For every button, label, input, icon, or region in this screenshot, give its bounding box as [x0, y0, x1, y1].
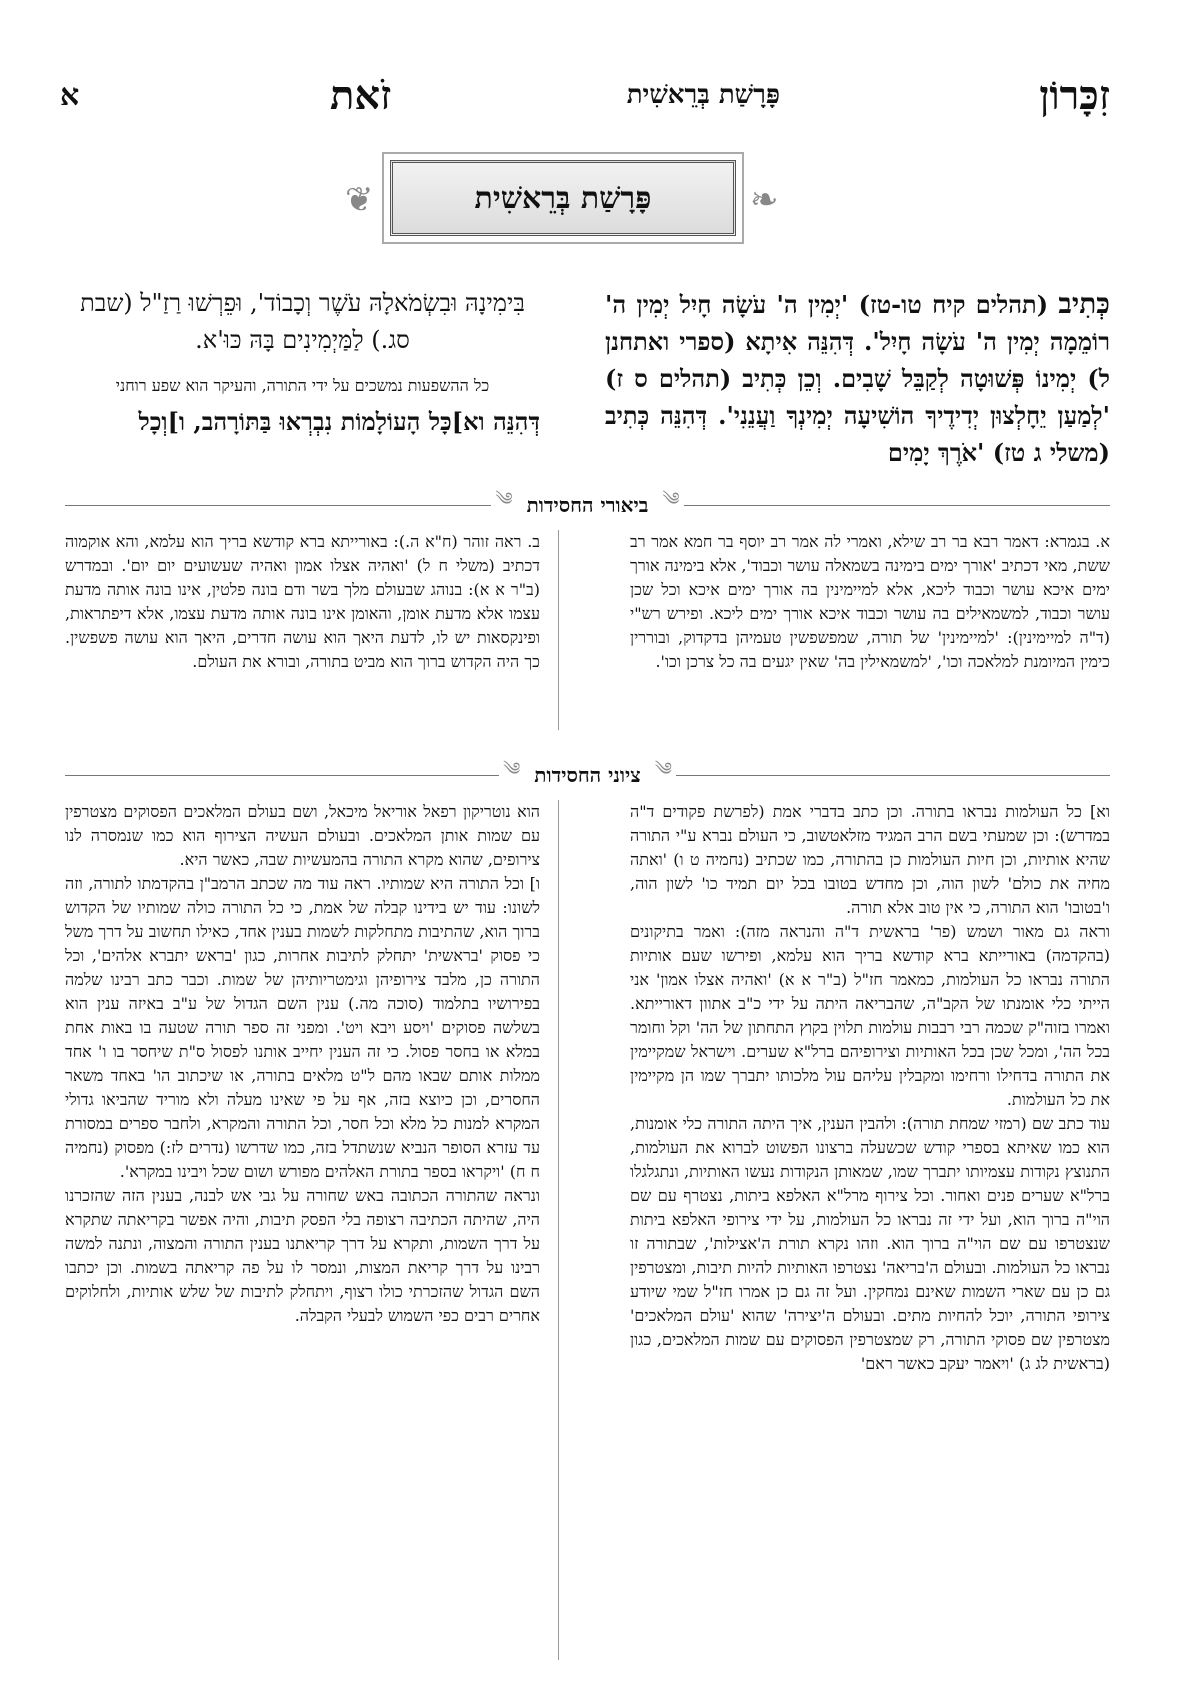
- biurei-note-a: א. בגמרא: דאמר רבא בר רב שילא, ואמרי לה אמר רב יוסף בר חמא אמר רב ששת, מאי דכתיב 'אורך ימים בימינה בשמאלה עושר וכבוד', אלא בימינה אורך ימים איכא עושר וכבוד ליכא, אלא למיימינין בה אורך ימים איכא וכל שכן עושר וכבוד, למשמאילים בה עושר וכבוד איכא אורך ימים ליכא. ופירש רש"י (ד"ה למיימינין): 'למיימינין' של תורה, שמפשפשין טעמיהן בדקדוק, ובוררין כימין המיומנת למלאכה וכו', 'למשמאילין בה' שאין יגעים בה כל צרכן וכו'.: [630, 532, 1110, 671]
- tziyunei-right-column: [630, 800, 1110, 1376]
- section-title: ציוני החסידות: [534, 762, 641, 787]
- header-parsha: פָּרָשַׁת בְּרֵאשִׁית: [626, 80, 780, 110]
- tziyun-paragraph: עוד כתב שם (רמזי שמחת תורה): ולהבין הענין, איך היתה התורה כלי אומנות, הוא כמו שאיתא בספרי קודש שכשעלה ברצונו הפשוט לברוא את העולמות, התנוצץ נקודות עצמיותו יתברך שמו, שמאותן הנקודות נעשו האותיות, ונתגלגלו ברל"א שערים פנים ואחור. וכל צירוף מרל"א האלפא ביתות, נצטרף עם שם הוי"ה ברוך הוא, ועל ידי זה נבראו כל העולמות, על ידי צירופי האלפא ביתות שנצטרפו עם שם הוי"ה ברוך הוא. וזהו נקרא תורת ה'אצילות', שבתורה זו נבראו כל העולמות. ובעולם ה'בריאה' נצטרפו האותיות להיות תיבות, ומצטרפין גם כן עם שארי השמות שאינם נמחקין. ועל זה גם כן אמרו חז"ל שמי שיודע צירופי התורה, יוכל להחיות מתים. ובעולם ה'יצירה' שהוא 'עולם המלאכים' מצטרפין שם פסוקי התורה, רק שמצטרפין הפסוקים עם שמות המלאכים, כגון (בראשית לג ג) 'ויאמר יעקב כאשר ראם': [630, 1114, 1111, 1373]
- tziyun-paragraph: הוא נוטריקון רפאל אוריאל מיכאל, ושם בעולם המלאכים הפסוקים מצטרפין עם שמות אותן המלאכים. ובעולם העשיה הצירוף הוא כמו שנמסרה לנו צירופים, שהוא מקרא התורה בהמעשיות שבה, כאשר היא.: [65, 802, 540, 869]
- flourish-icon: ༄: [662, 489, 680, 510]
- header-book-title-left: זֹאת: [330, 72, 392, 119]
- main-text-continuation-2: דְּהִנֵּה וא]כָּל הָעוֹלָמוֹת נִבְרְאוּ בַּתּוֹרָהב, ו]וְכָל: [138, 407, 540, 436]
- summary-note: כל ההשפעות נמשכים על ידי התורה, והעיקר הוא שפע רוחני: [115, 376, 490, 395]
- ornament-icon: ❧: [750, 180, 779, 220]
- flourish-icon: ༄: [495, 489, 513, 510]
- header-book-title-right: זִכָּרוֹן: [1039, 72, 1110, 119]
- flourish-icon: ༄: [654, 759, 672, 780]
- parsha-title-box: [390, 160, 736, 236]
- main-text-right: [605, 285, 1110, 471]
- column-rule: [558, 800, 559, 1660]
- parsha-title: פָּרָשַׁת בְּרֵאשִׁית: [474, 180, 652, 216]
- main-text-continuation: בִּימִינָהּ וּבִשְׂמֹאלָהּ עֹשֶׁר וְכָבוֹד', וּפֵרְשׁוּ רַזַ"ל (שבת סג.) לַמַּיְמִינִים בָּהּ כּוּ'א.: [80, 289, 525, 354]
- biurei-note-b: ב. ראה זוהר (ח"א ה.): באורייתא ברא קודשא בריך הוא עלמא, והא אוקמוה דכתיב (משלי ח ל) 'ואהיה אצלו אמון ואהיה שעשועים יום יום'. ובמדרש (ב"ר א א): בנוהג שבעולם מלך בשר ודם בונה פלטין, אינו בונה אותה מדעת עצמו אלא מדעת אומן, והאומן אינו בונה אותה מדעת עצמו, אלא דיפתראות, ופינקסאות יש לו, לדעת היאך הוא עושה חדרים, היאך הוא עושה פשפשין. כך היה הקדוש ברוך הוא מביט בתורה, ובורא את העולם.: [65, 532, 540, 671]
- main-text-body: (תהלים קיח טו-טז) 'יְמִין ה' עֹשָׂה חָיִל יְמִין ה' רוֹמֵמָה יְמִין ה' עֹשָׂה חָיִל'. דְּהִנֵּה אִיתָא (ספרי ואתחנן ל) יְמִינוֹ פְּשׁוּטָה לְקַבֵּל שָׁבִים. וְכֵן כְּתִיב (תהלים ס ז) 'לְמַעַן יֵחָלְצוּן יְדִידֶיךָ הוֹשִׁיעָה יְמִינְךָ וַעֲנֵנִי'. דְּהִנֵּה כְּתִיב (משלי ג טז) 'אֹרֶךְ יָמִים: [605, 290, 1110, 467]
- column-rule: [558, 530, 559, 730]
- section-divider-biurei: [65, 490, 1110, 520]
- tziyun-paragraph: וא] כל העולמות נבראו בתורה. וכן כתב בדברי אמת (לפרשת פקודים ד"ה במדרש): וכן שמעתי בשם הרב המגיד מזלאטשוב, כי העולם נברא ע"י התורה שהיא אותיות, וכן חיות העולמות כן בהתורה, כמו שכתיב (נחמיה ט ו) 'ואתה מחיה את כולם' לשון הוה, וכן מחדש בטובו בכל יום תמיד כו' לשון הוה, ו'בטובו' הוא התורה, כי אין טוב אלא תורה.: [630, 802, 1110, 917]
- running-header: [60, 72, 1110, 122]
- section-divider-tziyunei: [65, 760, 1110, 790]
- tziyun-paragraph: וראה גם מאור ושמש (פר' בראשית ד"ה והנראה מזה): ואמר בתיקונים (בהקדמה) באורייתא ברא קודשא בריך הוא עלמא, ופירשו שעם אותיות התורה נבראו כל העולמות, כמאמר חז"ל (ב"ר א א) 'ואהיה אצלו אמון' אני הייתי כלי אומנתו של הקב"ה, שהבריאה היתה על ידי כ"ב אתוון דאורייתא. ואמרו בזוה"ק שכמה רבי רבבות עולמות תלוין בקוץ התחתון של הה' וקל וחומר בכל הה', ומכל שכן בכל האותיות וצירופיהם ברל"א שערים. וישראל שמקיימין את התורה בדחילו ורחימו ומקבלין עליהם עול מלכותו יתברך שמו הן מקיימין את כל העולמות.: [630, 922, 1110, 1109]
- section-title: ביאורי החסידות: [526, 492, 649, 517]
- tziyun-paragraph: ונראה שהתורה הכתובה באש שחורה על גבי אש לבנה, בענין הזה שהזכרנו היה, שהיתה הכתיבה רצופה בלי הפסק תיבות, והיה אפשר בקריאתה שתקרא על דרך השמות, ותקרא על דרך קריאתנו בענין התורה והמצוה, ונתנה למשה רבינו על דרך קריאת המצות, ונמסר לו על פה קריאתה בשמות. וכן יכתבו השם הגדול שהזכרתי כולו רצוף, ויתחלק לתיבות של שלש אותיות, ולחלוקים אחרים רבים כפי השמוש לבעלי הקבלה.: [65, 1186, 541, 1325]
- main-text-left: [65, 285, 540, 440]
- lead-word: כְּתִיב: [1058, 287, 1110, 320]
- tziyun-paragraph: ו] וכל התורה היא שמותיו. ראה עוד מה שכתב הרמב"ן בהקדמתו לתורה, וזה לשונו: עוד יש בידינו קבלה של אמת, כי כל התורה כולה שמותיו של הקדוש ברוך הוא, שהתיבות מתחלקות לשמות בענין אחד, כאילו תחשוב על דרך משל כי פסוק 'בראשית' יתחלק לתיבות אחרות, כגון 'בראש יתברא אלהים', וכל התורה כן, מלבד צירופיהן וגימטריותיהן של שמות. וכבר כתב רבינו שלמה בפירושיו בתלמוד (סוכה מה.) ענין השם הגדול של ע"ב באיזה ענין הוא בשלשה פסוקים 'ויסע ויבא ויט'. ומפני זה ספר תורה שטעה בו באות אחת במלא או בחסר פסול. כי זה הענין יחייב אותנו לפסול ס"ת שיחסר בו ו' אחד ממלות אותם שבאו מהם ל"ט מלאים בתורה, או שיכתוב הו' באחד משאר החסרים, וכן כיוצא בזה, אף על פי שאינו מעלה ולא מוריד שהביאו גדולי המקרא למנות כל מלא וכל חסר, וכל התורה והמקרא, ולחבר ספרים במסורת עד עזרא הסופר הנביא שנשתדל בזה, כמו שדרשו (נדרים לז:) מפסוק (נחמיה ח ח) 'ויקראו בספר בתורת האלהים מפורש ושום שכל ויבינו במקרא'.: [65, 874, 541, 1181]
- page-number: א: [60, 78, 80, 113]
- tziyunei-left-column: [65, 800, 540, 1328]
- ornament-icon: ❦: [345, 180, 374, 220]
- flourish-icon: ༄: [503, 759, 521, 780]
